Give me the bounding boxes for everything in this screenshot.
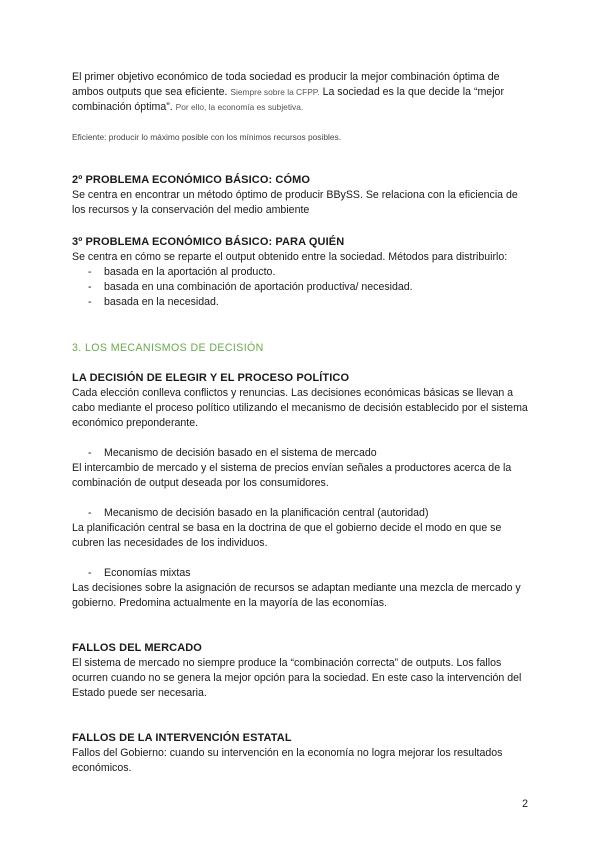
market-failures-text: El sistema de mercado no siempre produce la “combinación correcta” de outputs. Los fallos ocurren cuando no se genera la mejor opción para la sociedad. En este caso la intervención del Estado puede ser necesaria.: [72, 657, 522, 699]
mechanism-market-text: El intercambio de mercado y el sistema de precios envían señales a productores acerca de la combinación de output deseada por los consumidores.: [72, 462, 512, 489]
problem2-text: Se centra en encontrar un método óptimo de producir BBySS. Se relaciona con la eficiencia de los recursos y la conservación del medio ambiente: [72, 189, 518, 216]
problem3-heading: 3º PROBLEMA ECONÓMICO BÁSICO: PARA QUIÉN: [72, 236, 345, 248]
efficiency-note: Eficiente: producir lo máximo posible con los mínimos recursos posibles.: [72, 132, 342, 142]
mechanism-mixed-text: Las decisiones sobre la asignación de recursos se adaptan mediante una mezcla de mercado y gobierno. Predomina actualmente en la mayoría de las economías.: [72, 582, 521, 609]
intro-paragraph: [72, 70, 532, 115]
state-failures-heading: FALLOS DE LA INTERVENCIÓN ESTATAL: [72, 732, 292, 744]
mechanism-market-title: - Mecanismo de decisión basado en el sistema de mercado: [72, 446, 532, 461]
list-item: - basada en una combinación de aportación productiva/ necesidad.: [72, 280, 532, 295]
intro-small-1: Siempre sobre la CFPP.: [230, 87, 320, 97]
intro-text-2: La sociedad es la que decide la “mejor combinación óptima”.: [72, 86, 504, 113]
page-content: [72, 70, 532, 776]
list-item: - basada en la necesidad.: [72, 295, 532, 310]
mechanism-central-title: - Mecanismo de decisión basado en la planificación central (autoridad): [72, 506, 532, 521]
decision-text: Cada elección conlleva conflictos y renuncias. Las decisiones económicas básicas se llevan a cabo mediante el proceso político utilizando el mecanismo de decisión establecido por el sistema económico preponderante.: [72, 387, 528, 429]
list-item: - basada en la aportación al producto.: [72, 265, 532, 280]
mechanism-central-text: La planificación central se basa en la doctrina de que el gobierno decide el modo en que se cubren las necesidades de los individuos.: [72, 522, 502, 549]
market-failures-heading: FALLOS DEL MERCADO: [72, 642, 202, 654]
section-heading: 3. LOS MECANISMOS DE DECISIÓN: [72, 342, 264, 354]
problem2-heading: 2º PROBLEMA ECONÓMICO BÁSICO: CÓMO: [72, 174, 311, 186]
page-number: 2: [522, 798, 528, 810]
state-failures-text: Fallos del Gobierno: cuando su intervención en la economía no logra mejorar los resultados económicos.: [72, 747, 503, 774]
intro-small-2: Por ello, la economía es subjetiva.: [175, 102, 304, 112]
intro-text-1: El primer objetivo económico de toda sociedad es producir la mejor combinación óptima de ambos outputs que sea eficiente.: [72, 71, 500, 98]
decision-heading: LA DECISIÓN DE ELEGIR Y EL PROCESO POLÍTICO: [72, 372, 350, 384]
distribution-methods-list: [72, 265, 532, 310]
problem3-text: Se centra en cómo se reparte el output obtenido entre la sociedad. Métodos para distribuirlo:: [72, 251, 508, 263]
mechanism-mixed-title: - Economías mixtas: [72, 566, 532, 581]
